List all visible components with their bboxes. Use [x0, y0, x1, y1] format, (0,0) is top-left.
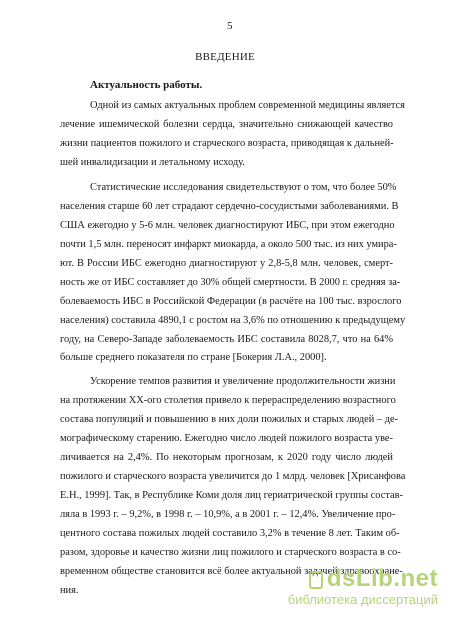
text-line: году, на Северо-Западе заболеваемость ИБС составила 8028,7, что на 64% — [60, 334, 393, 345]
text-line: Е.Н., 1999]. Так, в Республике Коми доля лиц гериатрической группы состав- — [60, 490, 403, 501]
book-icon — [309, 571, 323, 589]
text-line: болеваемость ИБС в Российской Федерации (в расчёте на 100 тыс. взрослого — [60, 296, 402, 307]
text-line: ляла в 1993 г. – 9,2%, в 1998 г. – 10,9%, а в 2001 г. – 12,4%. Увеличение про- — [60, 509, 396, 520]
text-line: ют. В России ИБС ежегодно диагностируют у 2,8-5,8 млн. человек, смерт- — [60, 258, 393, 269]
watermark — [288, 566, 438, 607]
watermark-subtitle: библиотека диссертаций — [287, 592, 438, 607]
section-heading: ВВЕДЕНИЕ — [195, 51, 255, 63]
text-line: населения старше 60 лет страдают сердечно-сосудистыми заболеваниями. В — [60, 201, 399, 212]
text-line: жизни пациентов пожилого и старческого возраста, приводящая к дальней- — [60, 138, 394, 149]
text-line: Одной из самых актуальных проблем современной медицины является — [90, 100, 405, 111]
page-number: 5 — [227, 20, 233, 32]
text-line: разом, здоровье и качество жизни лиц пожилого и старческого возраста в со- — [60, 547, 401, 558]
text-line: ния. — [60, 585, 79, 596]
text-line: центного состава пожилых людей составило 3,2% в течение 8 лет. Таким об- — [60, 528, 400, 539]
text-line: больше среднего показателя по стране [Бокерия Л.А., 2000]. — [60, 352, 327, 363]
text-line: временном обществе становится всё более актуальной задачей здравоохране- — [60, 566, 403, 577]
text-line: США ежегодно у 5-6 млн. человек диагностируют ИБС, при этом ежегодно — [60, 220, 395, 231]
text-line: почти 1,5 млн. переносят инфаркт миокарда, а около 500 тыс. из них умира- — [60, 239, 397, 250]
text-line: Ускорение темпов развития и увеличение продолжительности жизни — [90, 376, 396, 387]
text-line: Статистические исследования свидетельствуют о том, что более 50% — [90, 182, 397, 193]
text-line: населения) составила 4890,1 с ростом на 3,6% по отношению к предыдущему — [60, 315, 406, 326]
text-line: пожилого и старческого возраста увеличится до 1 млрд. человек [Хрисанфова — [60, 471, 406, 482]
text-line: личивается на 2,4%. По некоторым прогнозам, к 2020 году число людей — [60, 452, 393, 463]
text-line: ность же от ИБС составляет до 30% общей смертности. В 2000 г. средняя за- — [60, 277, 401, 288]
watermark-logo — [288, 566, 438, 592]
text-line: шей инвалидизации и летальному исходу. — [60, 157, 245, 168]
subsection-heading: Актуальность работы. — [90, 79, 203, 91]
text-line: на протяжении XX-ого столетия привело к перераспределению возрастного — [60, 395, 396, 406]
text-line: состава популяций и повышению в них доли пожилых и старых людей – де- — [60, 414, 399, 425]
watermark-title: dsLib.net — [326, 565, 438, 592]
text-line: лечение ишемической болезни сердца, значительно снижающей качество — [60, 119, 393, 130]
text-line: мографическому старению. Ежегодно число людей пожилого возраста уве- — [60, 433, 393, 444]
